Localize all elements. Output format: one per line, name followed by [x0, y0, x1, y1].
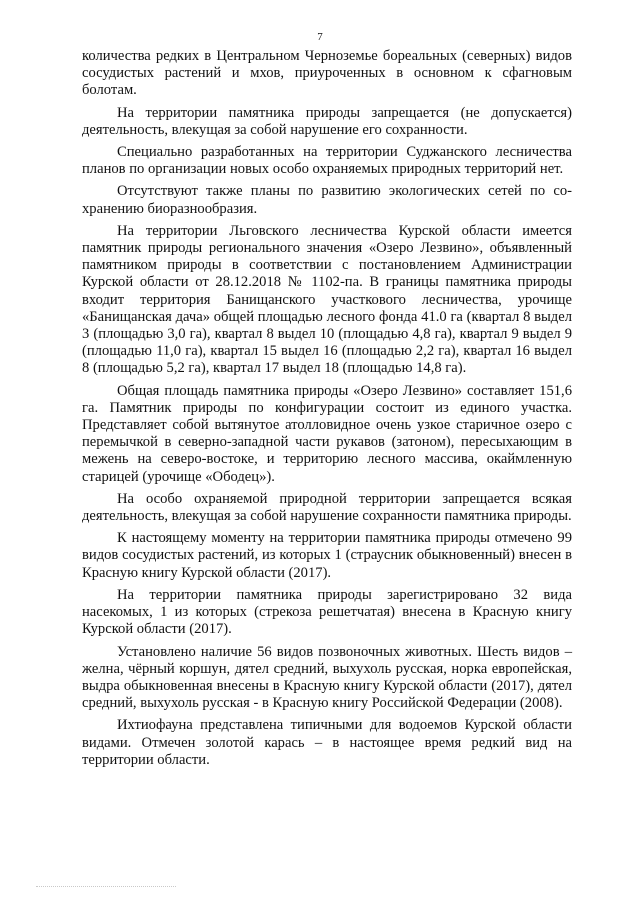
paragraph-10: Установлено наличие 56 видов позвоночных животных. Шесть видов – желна, чёрный коршун, дятел средний, выхухоль русская, норка европейская, выдра обыкновенная внесены в Красную книгу Курской области (2017), дятел средний, выхухоль русская - в Красную книгу Российской Федерации (2008). [82, 643, 572, 712]
document-body [82, 48, 572, 774]
paragraph-5: На территории Льговского лесничества Курской области имеется памятник природы регионального значения «Озеро Лезвино», объявленный памятником природы в соответствии с постановлением Администрации Курской области от 28.12.2018 № 1102-па. В границы памятника природы входит территория Банищанского участкового лесничества, урочище «Банищанская дача» общей площадью лесного фонда 41.0 га (квартал 8 выдел 3 (площадью 3,0 га), квартал 8 выдел 10 (площадью 4,8 га), квартал 9 выдел 9 (площадью 11,0 га), квартал 15 выдел 16 (площадью 2,2 га), квартал 16 выдел 8 (площадью 5,2 га), квартал 17 выдел 18 (площадью 14,8 га). [82, 222, 572, 377]
scan-artifact [36, 886, 176, 888]
paragraph-4: Отсутствуют также планы по развитию экологических сетей по со-хранению биоразнообразия. [82, 183, 572, 217]
paragraph-9: На территории памятника природы зарегистрировано 32 вида насекомых, 1 из которых (стрекоза решетчатая) внесена в Красную книгу Курской области (2017). [82, 586, 572, 638]
paragraph-8: К настоящему моменту на территории памятника природы отмечено 99 видов сосудистых растений, из которых 1 (страусник обыкновенный) внесен в Красную книгу Курской области (2017). [82, 530, 572, 581]
paragraph-1: количества редких в Центральном Черноземье бореальных (северных) видов сосудистых растений и мхов, приуроченных в основном к сфагновым болотам. [82, 48, 572, 99]
paragraph-2: На территории памятника природы запрещается (не допускается) деятельность, влекущая за собой нарушение его сохранности. [82, 104, 572, 138]
paragraph-11: Ихтиофауна представлена типичными для водоемов Курской области видами. Отмечен золотой карась – в настоящее время редкий вид на территории области. [82, 717, 572, 768]
paragraph-6: Общая площадь памятника природы «Озеро Лезвино» составляет 151,6 га. Памятник природы по конфигурации состоит из единого участка. Представляет собой вытянутое атолловидное очень узкое старичное озеро с перемычкой в северно-западной части рукавов (затоном), пересыхающим в межень на северо-востоке, и территорию лесного массива, окаймленную старицей (урочище «Ободец»). [82, 382, 572, 485]
page-number: 7 [317, 31, 323, 43]
paragraph-3: Специально разработанных на территории Суджанского лесничества планов по организации новых особо охраняемых природных территорий нет. [82, 144, 572, 178]
paragraph-7: На особо охраняемой природной территории запрещается всякая деятельность, влекущая за собой нарушение сохранности памятника природы. [82, 490, 572, 525]
